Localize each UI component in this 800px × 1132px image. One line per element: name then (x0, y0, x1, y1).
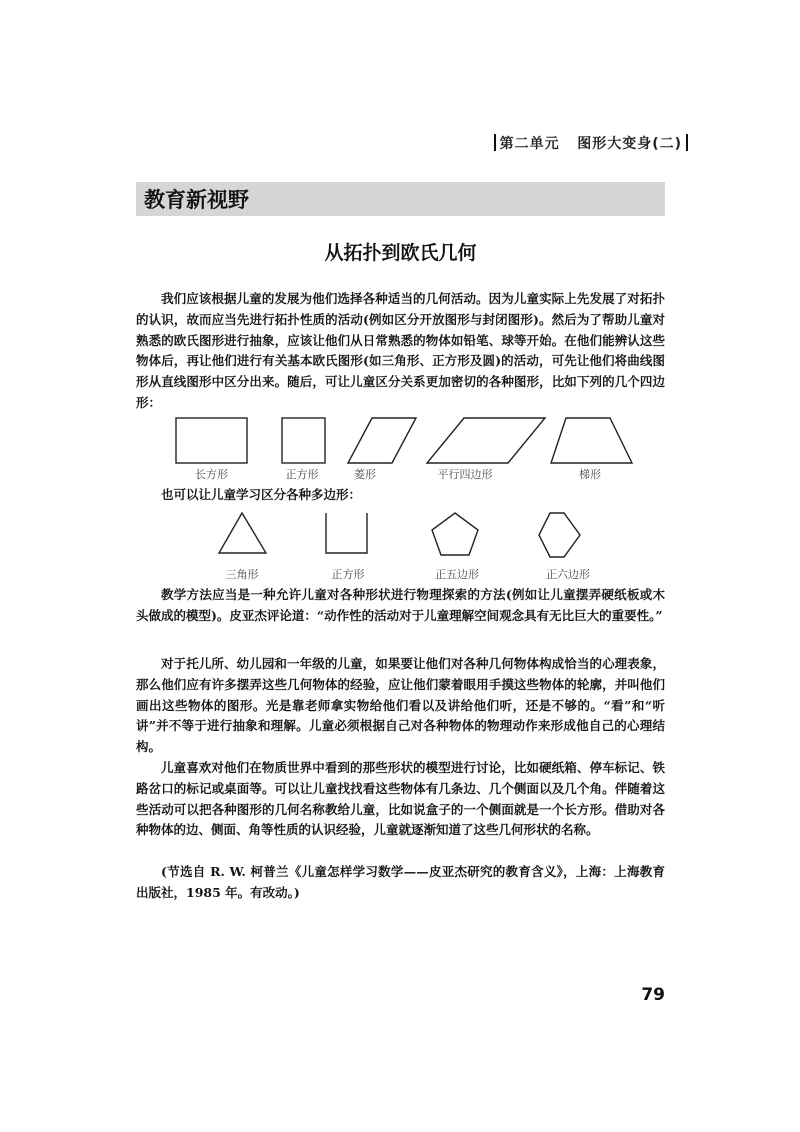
square-shape (282, 418, 325, 463)
hexagon-shape (539, 513, 580, 557)
polygons-figure (136, 508, 665, 566)
header-right-bar (686, 134, 688, 151)
paragraph-discussion: 儿童喜欢对他们在物质世界中看到的那些形状的模型进行讨论，比如硬纸箱、停车标记、铁路岔口的标记或桌面等。可以让儿童找找看这些物体有几条边、几个侧面以及几个角。伴随着这些活动可以把各种图形的几何名称教给儿童，比如说盒子的一个侧面就是一个长方形。借助对各种物体的边、侧面、角等性质的认识经验，儿童就逐渐知道了这些几何形状的名称。 (136, 760, 665, 838)
parallelogram-shape (427, 418, 545, 463)
label-trapezoid: 梯形 (579, 468, 601, 481)
paragraph-teaching-method: 教学方法应当是一种允许儿童对各种形状进行物理探索的方法(例如让儿童摆弄硬纸板或木头做成的模型)。皮亚杰评论道：“动作性的活动对于儿童理解空间观念具有无比巨大的重要性。” (136, 587, 665, 623)
label-rectangle: 长方形 (195, 468, 228, 481)
triangle-shape (219, 513, 266, 553)
paragraph-citation: (节选自 R. W. 柯普兰《儿童怎样学习数学——皮亚杰研究的教育含义》，上海：上海教育出版社，1985 年。有改动。) (136, 864, 665, 900)
square-open-shape (326, 513, 367, 553)
label-parallelogram: 平行四边形 (437, 468, 493, 481)
label-hexagon: 正六边形 (546, 568, 590, 581)
header-topic: 图形大变身(二) (577, 136, 682, 152)
label-triangle: 三角形 (225, 568, 259, 581)
label-square-2: 正方形 (331, 568, 365, 581)
rhombus-shape (348, 418, 416, 463)
pentagon-shape (432, 513, 478, 555)
page-number: 79 (641, 985, 665, 1005)
trapezoid-shape (551, 418, 632, 463)
section-banner-title: 教育新视野 (144, 188, 249, 212)
header-unit: 第二单元 (499, 136, 560, 152)
header-left-bar (494, 134, 496, 151)
running-header (490, 133, 692, 153)
paragraph-preschool: 对于托儿所、幼儿园和一年级的儿童，如果要让他们对各种几何物体构成恰当的心理表象，那么他们应有许多摆弄这些几何物体的经验，应让他们蒙着眼用手摸这些物体的轮廓，并叫他们画出这些物体的图形。光是靠老师拿实物给他们看以及讲给他们听，还是不够的。“看”和“听讲”并不等于进行抽象和理解。儿童必须根据自己对各种物体的物理动作来形成他自己的心理结构。 (136, 656, 665, 755)
paragraph-intro: 我们应该根据儿童的发展为他们选择各种适当的几何活动。因为儿童实际上先发展了对拓扑的认识，故而应当先进行拓扑性质的活动(例如区分开放图形与封闭图形)。然后为了帮助儿童对熟悉的欧氏图形进行抽象，应该让他们从日常熟悉的物体如铅笔、球等开始。在他们能辨认这些物体后，再让他们进行有关基本欧氏图形(如三角形、正方形及圆)的活动，可先让他们将曲线图形从直线图形中区分出来。随后，可让儿童区分关系更加密切的各种图形，比如下列的几个四边形： (136, 291, 665, 410)
rectangle-shape (176, 418, 247, 463)
section-banner (136, 182, 665, 216)
paragraph-polygons-intro: 也可以让儿童学习区分各种多边形： (161, 487, 362, 502)
label-square: 正方形 (285, 468, 319, 481)
label-rhombus: 菱形 (354, 468, 376, 481)
label-pentagon: 正五边形 (435, 568, 479, 581)
article-title: 从拓扑到欧氏几何 (324, 242, 477, 264)
